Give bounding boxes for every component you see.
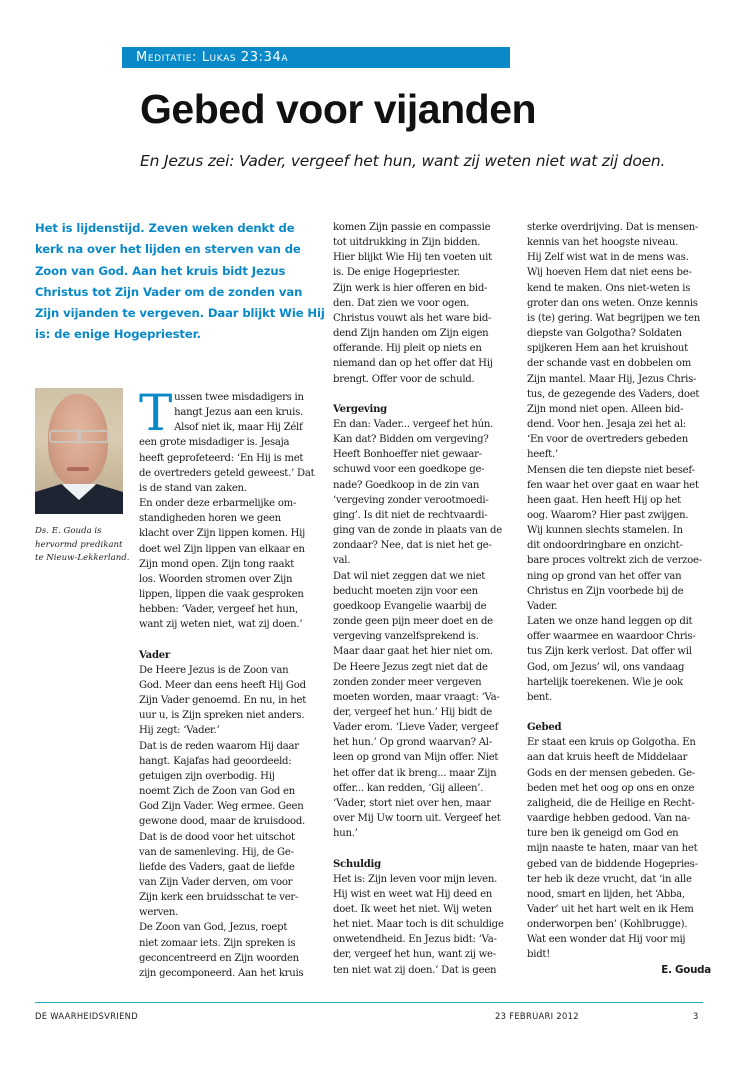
article-column-2 <box>333 220 521 978</box>
text-line: zaligheid, die de Heilige en Recht- <box>527 797 695 809</box>
photo-glasses <box>49 430 109 443</box>
text-line: der schande vast en dobbelen om <box>527 358 692 370</box>
text-line: brengt. Offer voor de schuld. <box>333 373 475 385</box>
text-line: zijn gecomponeerd. Aan het kruis <box>139 967 304 979</box>
article-subtitle: En Jezus zei: Vader, vergeef het hun, want zij weten niet wat zij doen. <box>140 152 666 170</box>
text-line: Zijn werk is hier offeren en bid- <box>333 282 488 294</box>
text-line: diepste van Golgotha? Soldaten <box>527 328 682 340</box>
subheading-gebed: Gebed <box>527 722 562 734</box>
subheading-schuldig: Schuldig <box>333 858 381 870</box>
text-line: hartelijk toerekenen. Wie je ook <box>527 676 683 688</box>
dropcap-letter: T <box>139 384 173 442</box>
column-2-schuldig-body <box>333 872 521 978</box>
text-line: hangt. Kajafas had geoordeeld: <box>139 755 292 767</box>
text-line: het hun.’ Op grond waarvan? Al- <box>333 737 492 749</box>
paragraph-gap <box>333 841 521 856</box>
text-line: nood, smart en lijden, het ‘Abba, <box>527 888 685 900</box>
text-line: groter dan ons weten. Onze kennis <box>527 297 698 309</box>
text-line: niemand dan op het offer dat Hij <box>333 358 493 370</box>
text-line: Zijn mantel. Maar Hij, Jezus Chris- <box>527 373 697 385</box>
text-line: den. Dat zien we voor ogen. <box>333 297 470 309</box>
author-caption: Ds. E. Gouda is hervormd predikant te Nieuw-Lekkerland. <box>35 526 130 564</box>
text-line: werven. <box>139 907 179 919</box>
text-line: klacht over Zijn lippen komen. Hij <box>139 528 306 540</box>
text-line: ture ben ik geneigd om God en <box>527 828 679 840</box>
paragraph-gap <box>333 387 521 402</box>
text-line: Vader erom. ‘Lieve Vader, vergeef <box>333 722 499 734</box>
text-line: schuwd voor een goedkope ge- <box>333 464 485 476</box>
text-line: is de stand van zaken. <box>139 482 247 494</box>
text-line: getuigen zijn overbodig. Hij <box>139 770 275 782</box>
text-line: noemt Zich de Zoon van God en <box>139 786 295 798</box>
text-line: zondaar? Nee, dat is niet het ge- <box>333 540 492 552</box>
text-line: moeten worden, maar vraagt: ‘Va- <box>333 691 500 703</box>
text-line: offerande. Hij pleit op niets en <box>333 343 482 355</box>
text-line: God, om Jezus’ wil, ons vandaag <box>527 661 685 673</box>
text-line: der, vergeef het hun.’ Hij bidt de <box>333 706 493 718</box>
dropcap-block <box>139 384 327 442</box>
text-line: mijn naaste te haten, maar van het <box>527 843 698 855</box>
text-line: God. Meer dan eens heeft Hij God <box>139 679 306 691</box>
text-line: Zijn kerk een bruidsschat te ver- <box>139 892 299 904</box>
text-line: een grote misdadiger is. Jesaja <box>139 437 290 449</box>
photo-mouth <box>67 467 89 471</box>
text-line: Dat is de reden waarom Hij daar <box>139 740 299 752</box>
author-photo <box>35 388 123 514</box>
text-line: tus Zijn kerk verlost. Dat offer wil <box>527 646 692 658</box>
text-line: hun.’ <box>333 828 358 840</box>
text-line: Vader’ uit het hart welt en ik Hem <box>527 904 694 916</box>
text-line: Maar daar gaat het hier niet om. <box>333 646 493 658</box>
text-line: hebben: ‘Vader, vergeef het hun, <box>139 604 298 616</box>
text-line: doet wel Zijn lippen van elkaar en <box>139 543 305 555</box>
text-line: Zijn mond niet open. Alleen bid- <box>527 403 684 415</box>
text-line: dit ondoordringbare en onzicht- <box>527 540 683 552</box>
text-line: offer... kan redden, ‘Gij alleen’. <box>333 782 484 794</box>
text-line: Mensen die ten diepste niet besef- <box>527 464 695 476</box>
article-column-1 <box>139 384 327 981</box>
article-intro: Het is lijdenstijd. Zeven weken denkt de kerk na over het lijden en sterven van de Zoon van God. Aan het kruis bidt Jezus Christus tot Zijn Vader om de zonden van Zijn vijanden te vergeven. Daar blijkt Wie Hij is: de enige Hogepriester. <box>35 221 325 342</box>
text-line: Hier blijkt Wie Hij ten voeten uit <box>333 252 492 264</box>
text-line: tot uitdrukking in Zijn bidden. <box>333 237 481 249</box>
text-line: Hij Zelf wist wat in de mens was. <box>527 252 689 264</box>
text-line: spijkeren Hem aan het kruishout <box>527 343 688 355</box>
text-line: offer waarmee en waardoor Chris- <box>527 631 696 643</box>
text-line: Er staat een kruis op Golgotha. En <box>527 737 696 749</box>
text-line: beden met het oog op ons en onze <box>527 782 695 794</box>
footer-date: 23 FEBRUARI 2012 <box>495 1011 579 1021</box>
text-line: van de samenleving. Hij, de Ge- <box>139 846 294 858</box>
text-line: oog. Waarom? Hier past zwijgen. <box>527 509 689 521</box>
text-line: zonde geen pijn meer doet en de <box>333 616 493 628</box>
footer-publication: DE WAARHEIDSVRIEND <box>35 1011 138 1021</box>
text-line: De Heere Jezus is de Zoon van <box>139 664 289 676</box>
text-line: heeft.’ <box>527 449 558 461</box>
column-2-body <box>333 220 521 387</box>
column-3-gebed-body <box>527 735 715 962</box>
text-line: zonden zonder meer vergeven <box>333 676 482 688</box>
text-line: los. Woorden stromen over Zijn <box>139 573 293 585</box>
text-line: Christus vouwt als het ware bid- <box>333 312 492 324</box>
text-line: Dat is de dood voor het uitschot <box>139 831 295 843</box>
text-line: Hij zegt: ‘Vader.’ <box>139 725 220 737</box>
text-line: Heeft Bonhoeffer niet gewaar- <box>333 449 482 461</box>
text-line: der, vergeef het hun, want zij we- <box>333 949 496 961</box>
text-line: liefde des Vaders, gaat de liefde <box>139 861 295 873</box>
text-line: En dan: Vader... vergeef het hún. <box>333 419 494 431</box>
text-line: dend Zijn handen om Zijn eigen <box>333 328 489 340</box>
text-line: bent. <box>527 691 552 703</box>
text-line: vaardige hebben gedood. Van na- <box>527 813 691 825</box>
text-line: aan dat kruis heeft de Middelaar <box>527 752 688 764</box>
text-line: Het is: Zijn leven voor mijn leven. <box>333 873 498 885</box>
text-line: ging’. Is dit niet de rechtvaardi- <box>333 509 488 521</box>
text-line: Zijn mond open. Zijn tong raakt <box>139 558 294 570</box>
text-line: het offer dat ik breng... maar Zijn <box>333 767 497 779</box>
text-line: over Mij Uw toorn uit. Vergeef het <box>333 813 501 825</box>
text-line: Vader. <box>527 600 558 612</box>
text-line: is. De enige Hogepriester. <box>333 267 460 279</box>
text-line: En onder deze erbarmelijke om- <box>139 498 297 510</box>
text-line: leen op grond van Mijn offer. Niet <box>333 752 499 764</box>
text-line: bidt! <box>527 949 551 961</box>
text-line: bare proces voltrekt zich de verzoe- <box>527 555 702 567</box>
dropcap-line: Alsof niet ik, maar Hij Zélf <box>174 422 303 434</box>
text-line: Christus en Zijn voorbede bij de <box>527 585 684 597</box>
text-line: want zij weten niet, wat zij doen.’ <box>139 619 303 631</box>
footer-divider <box>35 1002 703 1003</box>
text-line: tus, de gezegende des Vaders, doet <box>527 388 700 400</box>
text-line: van Zijn Vader derven, om voor <box>139 876 293 888</box>
text-line: vergeving vanzelfsprekend is. <box>333 631 479 643</box>
page-number: 3 <box>693 1011 699 1021</box>
text-line: ter heb ik deze vrucht, dat ‘in alle <box>527 873 692 885</box>
text-line: standigheden horen we geen <box>139 513 281 525</box>
text-line: Dat wil niet zeggen dat we niet <box>333 570 486 582</box>
text-line: Laten we onze hand leggen op dit <box>527 616 693 628</box>
text-line: kend te maken. Ons niet-weten is <box>527 282 691 294</box>
text-line: gewone dood, maar de kruisdood. <box>139 816 305 828</box>
paragraph-gap <box>139 633 327 648</box>
text-line: lippen, lippen die vaak gesproken <box>139 589 304 601</box>
text-line: geconcentreerd en Zijn woorden <box>139 952 299 964</box>
text-line: Hij wist en weet wat Hij deed en <box>333 888 493 900</box>
text-line: onwetendheid. En Jezus bidt: ‘Va- <box>333 934 497 946</box>
text-line: de overtreders geteld geweest.’ Dat <box>139 467 315 479</box>
text-line: goedkoop Evangelie waarbij de <box>333 600 487 612</box>
text-line: gebed van de biddende Hogepries- <box>527 858 698 870</box>
text-line: sterke overdrijving. Dat is mensen- <box>527 222 699 233</box>
text-line: Wat een wonder dat Hij voor mij <box>527 934 686 946</box>
text-line: dend. Voor hen. Jesaja zei het al: <box>527 419 686 431</box>
column-1-body <box>139 435 327 632</box>
text-line: Wij kunnen slechts stamelen. In <box>527 525 683 537</box>
author-signature: E. Gouda <box>661 963 711 976</box>
text-line: niet zomaar iets. Zijn spreken is <box>139 937 296 949</box>
text-line: doet. Ik weet het niet. Wij weten <box>333 904 492 915</box>
text-line: Zijn Vader genoemd. En nu, in het <box>139 695 307 707</box>
paragraph-gap <box>527 705 715 720</box>
dropcap-line: ussen twee misdadigers in <box>174 392 304 403</box>
text-line: het niet. Maar toch is dit schuldige <box>333 919 504 931</box>
text-line: uur u, is Zijn spreken niet anders. <box>139 710 305 722</box>
column-1-vader-body <box>139 663 327 981</box>
text-line: Kan dat? Bidden om vergeving? <box>333 434 489 446</box>
text-line: ging van de zonde in plaats van de <box>333 525 502 537</box>
text-line: val. <box>333 555 351 567</box>
text-line: is (te) gering. Wat begrijpen we ten <box>527 312 700 324</box>
text-line: ‘vergeving zonder verootmoedi- <box>333 494 489 506</box>
dropcap-line: hangt Jezus aan een kruis. <box>174 407 304 419</box>
column-2-vergeving-body <box>333 417 521 841</box>
text-line: ning op grond van het offer van <box>527 570 682 582</box>
subheading-vergeving: Vergeving <box>333 403 387 415</box>
text-line: Wij hoeven Hem dat niet eens be- <box>527 267 692 279</box>
text-line: fen waar het over gaat en waar het <box>527 479 699 491</box>
section-kicker: Meditatie: Lukas 23:34a <box>122 47 510 68</box>
text-line: nade? Goedkoop in de zin van <box>333 479 480 491</box>
text-line: Gods en der mensen gebeden. Ge- <box>527 767 695 779</box>
text-line: ‘En voor de overtreders gebeden <box>527 434 688 446</box>
text-line: God Zijn Vader. Weg ermee. Geen <box>139 801 304 813</box>
text-line: beducht moeten zijn voor een <box>333 585 478 597</box>
text-line: ‘Vader, stort niet over hen, maar <box>333 797 491 809</box>
article-title: Gebed voor vijanden <box>140 86 537 132</box>
text-line: heeft geprofeteerd: ‘En Hij is met <box>139 452 304 464</box>
article-column-3 <box>527 220 715 978</box>
text-line: ten niet wat zij doen.’ Dat is geen <box>333 964 497 976</box>
text-line: heen gaat. Hen heeft Hij op het <box>527 494 681 506</box>
text-line: kennis van het hoogste niveau. <box>527 237 679 249</box>
column-3-body <box>527 220 715 705</box>
text-line: komen Zijn passie en compassie <box>333 222 491 233</box>
subheading-vader: Vader <box>139 649 170 661</box>
text-line: De Heere Jezus zegt niet dat de <box>333 661 488 673</box>
text-line: De Zoon van God, Jezus, roept <box>139 922 288 934</box>
text-line: onderworpen ben’ (Kohlbrugge). <box>527 919 688 931</box>
